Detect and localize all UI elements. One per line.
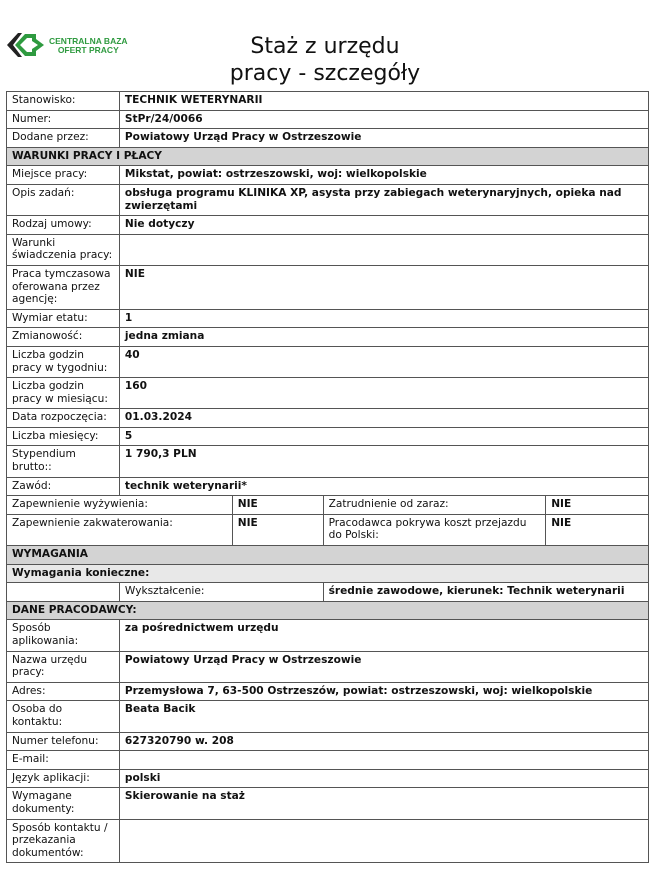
title-line-1: Staż z urzędu bbox=[250, 34, 400, 59]
row-label: Data rozpoczęcia: bbox=[7, 409, 120, 428]
row-value bbox=[119, 819, 648, 863]
row-label: Liczba godzin pracy w miesiącu: bbox=[7, 378, 120, 409]
row-contact-person bbox=[7, 701, 649, 732]
logo-arrows-icon bbox=[6, 30, 50, 60]
offer-details-table bbox=[6, 91, 649, 863]
row-start-date bbox=[7, 409, 649, 428]
row-contact-method bbox=[7, 819, 649, 863]
row-label: Zapewnienie wyżywienia: bbox=[7, 496, 233, 515]
row-label: Wymagane dokumenty: bbox=[7, 788, 120, 819]
row-email bbox=[7, 751, 649, 770]
row-value: za pośrednictwem urzędu bbox=[119, 620, 648, 651]
row-label: Sposób aplikowania: bbox=[7, 620, 120, 651]
row-label: Stanowisko: bbox=[7, 92, 120, 111]
row-value: StPr/24/0066 bbox=[119, 110, 648, 129]
row-label: Warunki świadczenia pracy: bbox=[7, 234, 120, 265]
row-value: TECHNIK WETERYNARII bbox=[119, 92, 648, 111]
section-header: WYMAGANIA bbox=[7, 546, 649, 565]
row-work-conditions bbox=[7, 234, 649, 265]
row-hours-month bbox=[7, 378, 649, 409]
row-label: Praca tymczasowa oferowana przez agencję: bbox=[7, 265, 120, 309]
page-title bbox=[180, 33, 470, 87]
row-office-name bbox=[7, 651, 649, 682]
row-value: 01.03.2024 bbox=[119, 409, 648, 428]
row-label: Rodzaj umowy: bbox=[7, 216, 120, 235]
section-conditions bbox=[7, 147, 649, 166]
row-phone bbox=[7, 732, 649, 751]
row-value: polski bbox=[119, 769, 648, 788]
row-number bbox=[7, 110, 649, 129]
subsection-required bbox=[7, 564, 649, 583]
section-requirements bbox=[7, 546, 649, 565]
row-value: Beata Bacik bbox=[119, 701, 648, 732]
row-occupation bbox=[7, 477, 649, 496]
subsection-header: Wymagania konieczne: bbox=[7, 564, 649, 583]
row-value: 1 790,3 PLN bbox=[119, 446, 648, 477]
row-value: NIE bbox=[546, 496, 649, 515]
logo-line-1: CENTRALNA BAZA bbox=[49, 36, 128, 46]
row-position bbox=[7, 92, 649, 111]
row-accommodation-pair bbox=[7, 514, 649, 545]
row-value: Powiatowy Urząd Pracy w Ostrzeszowie bbox=[119, 651, 648, 682]
row-spacer bbox=[7, 583, 120, 602]
row-hours-week bbox=[7, 346, 649, 377]
row-label: Pracodawca pokrywa koszt przejazdu do Polski: bbox=[323, 514, 546, 545]
row-value: średnie zawodowe, kierunek: Technik weterynarii bbox=[323, 583, 648, 602]
row-value: NIE bbox=[232, 496, 323, 515]
row-education bbox=[7, 583, 649, 602]
row-value: technik weterynarii* bbox=[119, 477, 648, 496]
row-task-description bbox=[7, 184, 649, 215]
row-label: Nazwa urzędu pracy: bbox=[7, 651, 120, 682]
row-value: 1 bbox=[119, 309, 648, 328]
row-label: Język aplikacji: bbox=[7, 769, 120, 788]
row-label: Osoba do kontaktu: bbox=[7, 701, 120, 732]
row-label: Zapewnienie zakwaterowania: bbox=[7, 514, 233, 545]
row-label: Liczba godzin pracy w tygodniu: bbox=[7, 346, 120, 377]
row-value bbox=[119, 751, 648, 770]
row-label: Wymiar etatu: bbox=[7, 309, 120, 328]
row-label: Sposób kontaktu / przekazania dokumentów: bbox=[7, 819, 120, 863]
row-label: Dodane przez: bbox=[7, 129, 120, 148]
row-temporary-agency bbox=[7, 265, 649, 309]
row-contract-type bbox=[7, 216, 649, 235]
logo bbox=[6, 30, 136, 60]
row-label: Zawód: bbox=[7, 477, 120, 496]
section-header: DANE PRACODAWCY: bbox=[7, 601, 649, 620]
row-value: Skierowanie na staż bbox=[119, 788, 648, 819]
row-value: 5 bbox=[119, 427, 648, 446]
row-apply-method bbox=[7, 620, 649, 651]
row-value: Powiatowy Urząd Pracy w Ostrzeszowie bbox=[119, 129, 648, 148]
row-value: 627320790 w. 208 bbox=[119, 732, 648, 751]
title-line-2: pracy - szczegóły bbox=[229, 61, 421, 86]
row-language bbox=[7, 769, 649, 788]
row-label: Adres: bbox=[7, 682, 120, 701]
row-value: 160 bbox=[119, 378, 648, 409]
row-value bbox=[119, 234, 648, 265]
section-employer bbox=[7, 601, 649, 620]
row-months bbox=[7, 427, 649, 446]
row-workplace bbox=[7, 166, 649, 185]
row-value: NIE bbox=[546, 514, 649, 545]
row-label: E-mail: bbox=[7, 751, 120, 770]
row-value: 40 bbox=[119, 346, 648, 377]
row-documents bbox=[7, 788, 649, 819]
row-value: Mikstat, powiat: ostrzeszowski, woj: wielkopolskie bbox=[119, 166, 648, 185]
row-label: Opis zadań: bbox=[7, 184, 120, 215]
row-value: NIE bbox=[232, 514, 323, 545]
row-shifts bbox=[7, 328, 649, 347]
logo-text bbox=[49, 37, 128, 55]
row-label: Zatrudnienie od zaraz: bbox=[323, 496, 546, 515]
row-stipend bbox=[7, 446, 649, 477]
row-address bbox=[7, 682, 649, 701]
row-value: obsługa programu KLINIKA XP, asysta przy zabiegach weterynaryjnych, opieka nad zwierzętami bbox=[119, 184, 648, 215]
logo-line-2: OFERT PRACY bbox=[57, 45, 119, 55]
row-value: jedna zmiana bbox=[119, 328, 648, 347]
row-value: NIE bbox=[119, 265, 648, 309]
section-header: WARUNKI PRACY I PŁACY bbox=[7, 147, 649, 166]
row-value: Przemysłowa 7, 63-500 Ostrzeszów, powiat: ostrzeszowski, woj: wielkopolskie bbox=[119, 682, 648, 701]
row-value: Nie dotyczy bbox=[119, 216, 648, 235]
row-meals-pair bbox=[7, 496, 649, 515]
row-added-by bbox=[7, 129, 649, 148]
row-label: Numer telefonu: bbox=[7, 732, 120, 751]
row-label: Liczba miesięcy: bbox=[7, 427, 120, 446]
row-label: Miejsce pracy: bbox=[7, 166, 120, 185]
row-label: Zmianowość: bbox=[7, 328, 120, 347]
row-work-time bbox=[7, 309, 649, 328]
row-label: Wykształcenie: bbox=[119, 583, 323, 602]
row-label: Stypendium brutto:: bbox=[7, 446, 120, 477]
row-label: Numer: bbox=[7, 110, 120, 129]
